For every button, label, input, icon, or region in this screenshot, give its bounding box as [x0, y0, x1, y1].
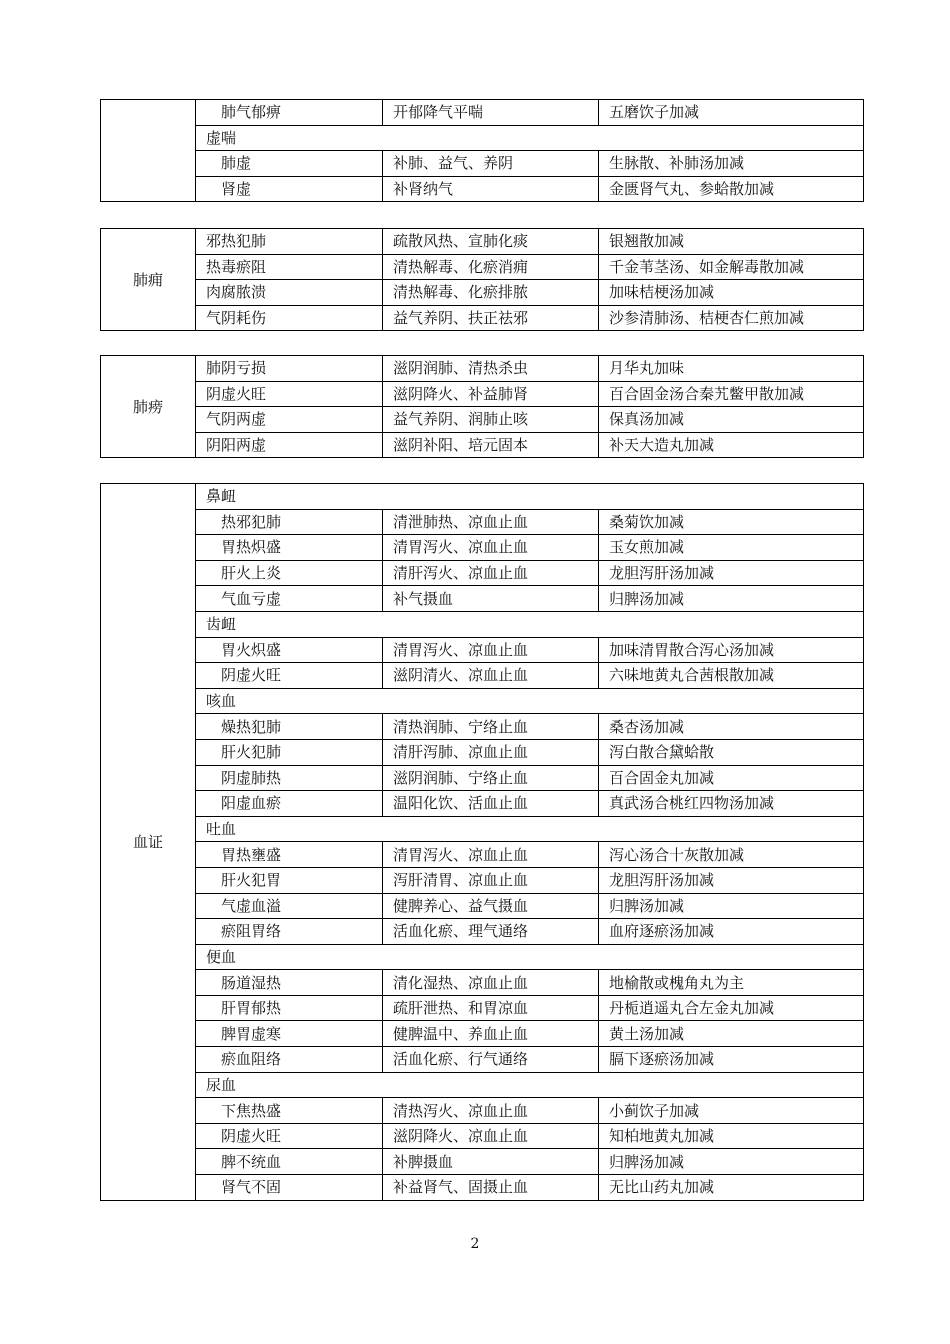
treatment-method-cell: 益气养阴、扶正祛邪	[383, 305, 599, 331]
syndrome-pattern-cell: 阴虚火旺	[196, 1123, 383, 1149]
formula-cell: 龙胆泻肝汤加减	[599, 867, 864, 893]
syndrome-pattern-cell: 阴虚火旺	[196, 663, 383, 689]
syndrome-pattern-cell: 肝火犯肺	[196, 739, 383, 765]
table-row	[101, 867, 864, 893]
syndrome-pattern-cell: 气阴两虚	[196, 407, 383, 433]
table-row	[101, 663, 864, 689]
table-row	[101, 100, 864, 126]
table-row	[101, 791, 864, 817]
table-row	[101, 1021, 864, 1047]
table-row	[101, 893, 864, 919]
subcategory-header: 咳血	[196, 688, 864, 714]
formula-cell: 归脾汤加减	[599, 1149, 864, 1175]
formula-cell: 桑杏汤加减	[599, 714, 864, 740]
syndrome-pattern-cell: 肉腐脓溃	[196, 280, 383, 306]
formula-cell: 六味地黄丸合茜根散加减	[599, 663, 864, 689]
treatment-method-cell: 清泄肺热、凉血止血	[383, 509, 599, 535]
syndrome-pattern-cell: 瘀阻胃络	[196, 919, 383, 945]
treatment-method-cell: 清化湿热、凉血止血	[383, 970, 599, 996]
table-row	[101, 432, 864, 458]
treatment-method-cell: 补脾摄血	[383, 1149, 599, 1175]
formula-cell: 黄土汤加减	[599, 1021, 864, 1047]
syndrome-pattern-cell: 胃热壅盛	[196, 842, 383, 868]
table-row	[101, 280, 864, 306]
treatment-method-cell: 清肝泻肺、凉血止血	[383, 739, 599, 765]
table-row	[101, 484, 864, 510]
treatment-method-cell: 清胃泻火、凉血止血	[383, 637, 599, 663]
table-row	[101, 842, 864, 868]
table-row	[101, 381, 864, 407]
subcategory-header: 便血	[196, 944, 864, 970]
formula-cell: 归脾汤加减	[599, 586, 864, 612]
syndrome-pattern-cell: 胃热炽盛	[196, 535, 383, 561]
table-row	[101, 305, 864, 331]
syndrome-pattern-cell: 脾胃虚寒	[196, 1021, 383, 1047]
table-row	[101, 509, 864, 535]
syndrome-pattern-cell: 阴阳两虚	[196, 432, 383, 458]
formula-cell: 保真汤加减	[599, 407, 864, 433]
table-row	[101, 407, 864, 433]
table-row	[101, 1098, 864, 1124]
syndrome-pattern-cell: 胃火炽盛	[196, 637, 383, 663]
syndrome-pattern-cell: 气阴耗伤	[196, 305, 383, 331]
subcategory-header: 虚喘	[196, 125, 864, 151]
table-row	[101, 535, 864, 561]
table-row	[101, 560, 864, 586]
subcategory-header: 齿衄	[196, 611, 864, 637]
table-row	[101, 765, 864, 791]
syndrome-pattern-cell: 肾气不固	[196, 1175, 383, 1201]
formula-cell: 五磨饮子加减	[599, 100, 864, 126]
treatment-method-cell: 活血化瘀、理气通络	[383, 919, 599, 945]
formula-cell: 百合固金丸加减	[599, 765, 864, 791]
formula-cell: 无比山药丸加减	[599, 1175, 864, 1201]
table-row	[101, 151, 864, 177]
treatment-method-cell: 活血化瘀、行气通络	[383, 1047, 599, 1073]
treatment-method-cell: 滋阴润肺、清热杀虫	[383, 356, 599, 382]
subcategory-header: 鼻衄	[196, 484, 864, 510]
treatment-method-cell: 温阳化饮、活血止血	[383, 791, 599, 817]
syndrome-pattern-cell: 阳虚血瘀	[196, 791, 383, 817]
treatment-method-cell: 滋阴润肺、宁络止血	[383, 765, 599, 791]
table-row	[101, 970, 864, 996]
formula-cell: 百合固金汤合秦艽鳖甲散加减	[599, 381, 864, 407]
treatment-method-cell: 补肾纳气	[383, 176, 599, 202]
treatment-method-cell: 清热解毒、化瘀消痈	[383, 254, 599, 280]
treatment-method-cell: 滋阴降火、补益肺肾	[383, 381, 599, 407]
syndrome-pattern-cell: 气血亏虚	[196, 586, 383, 612]
syndrome-pattern-cell: 肺气郁痹	[196, 100, 383, 126]
table-row	[101, 356, 864, 382]
table-row	[101, 1072, 864, 1098]
formula-cell: 生脉散、补肺汤加减	[599, 151, 864, 177]
formula-cell: 桑菊饮加减	[599, 509, 864, 535]
treatment-method-cell: 滋阴补阳、培元固本	[383, 432, 599, 458]
treatment-table	[100, 483, 864, 1201]
formula-cell: 千金苇茎汤、如金解毒散加减	[599, 254, 864, 280]
syndrome-pattern-cell: 肺阴亏损	[196, 356, 383, 382]
table-row	[101, 176, 864, 202]
treatment-method-cell: 泻肝清胃、凉血止血	[383, 867, 599, 893]
formula-cell: 知柏地黄丸加减	[599, 1123, 864, 1149]
treatment-method-cell: 清热解毒、化瘀排脓	[383, 280, 599, 306]
table-row	[101, 739, 864, 765]
formula-cell: 加味清胃散合泻心汤加减	[599, 637, 864, 663]
treatment-method-cell: 清胃泻火、凉血止血	[383, 535, 599, 561]
syndrome-pattern-cell: 热毒瘀阻	[196, 254, 383, 280]
syndrome-pattern-cell: 肠道湿热	[196, 970, 383, 996]
treatment-method-cell: 清热润肺、宁络止血	[383, 714, 599, 740]
treatment-method-cell: 疏散风热、宣肺化痰	[383, 229, 599, 255]
syndrome-pattern-cell: 阴虚肺热	[196, 765, 383, 791]
formula-cell: 血府逐瘀汤加减	[599, 919, 864, 945]
formula-cell: 龙胆泻肝汤加减	[599, 560, 864, 586]
syndrome-pattern-cell: 邪热犯肺	[196, 229, 383, 255]
table-row	[101, 611, 864, 637]
disease-name-cell: 肺痨	[101, 356, 196, 458]
table-row	[101, 995, 864, 1021]
treatment-method-cell: 清热泻火、凉血止血	[383, 1098, 599, 1124]
disease-name-cell	[101, 100, 196, 202]
table-row	[101, 1047, 864, 1073]
formula-cell: 银翘散加减	[599, 229, 864, 255]
formula-cell: 补天大造丸加减	[599, 432, 864, 458]
syndrome-pattern-cell: 肾虚	[196, 176, 383, 202]
formula-cell: 月华丸加味	[599, 356, 864, 382]
disease-name-cell: 肺痈	[101, 229, 196, 331]
table-row	[101, 637, 864, 663]
syndrome-pattern-cell: 下焦热盛	[196, 1098, 383, 1124]
treatment-method-cell: 清胃泻火、凉血止血	[383, 842, 599, 868]
formula-cell: 泻心汤合十灰散加减	[599, 842, 864, 868]
page-number: 2	[470, 1236, 480, 1252]
syndrome-pattern-cell: 肝胃郁热	[196, 995, 383, 1021]
formula-cell: 玉女煎加减	[599, 535, 864, 561]
syndrome-pattern-cell: 热邪犯肺	[196, 509, 383, 535]
table-row	[101, 254, 864, 280]
treatment-method-cell: 健脾养心、益气摄血	[383, 893, 599, 919]
table-row	[101, 1123, 864, 1149]
table-row	[101, 1149, 864, 1175]
table-row	[101, 688, 864, 714]
treatment-table	[100, 228, 864, 331]
treatment-method-cell: 开郁降气平喘	[383, 100, 599, 126]
treatment-method-cell: 健脾温中、养血止血	[383, 1021, 599, 1047]
formula-cell: 真武汤合桃红四物汤加减	[599, 791, 864, 817]
formula-cell: 金匮肾气丸、参蛤散加减	[599, 176, 864, 202]
formula-cell: 膈下逐瘀汤加减	[599, 1047, 864, 1073]
treatment-method-cell: 益气养阴、润肺止咳	[383, 407, 599, 433]
syndrome-pattern-cell: 肝火犯胃	[196, 867, 383, 893]
table-row	[101, 586, 864, 612]
subcategory-header: 吐血	[196, 816, 864, 842]
table-row	[101, 816, 864, 842]
formula-cell: 泻白散合黛蛤散	[599, 739, 864, 765]
syndrome-pattern-cell: 脾不统血	[196, 1149, 383, 1175]
formula-cell: 地榆散或槐角丸为主	[599, 970, 864, 996]
subcategory-header: 尿血	[196, 1072, 864, 1098]
treatment-method-cell: 疏肝泄热、和胃凉血	[383, 995, 599, 1021]
formula-cell: 沙参清肺汤、桔梗杏仁煎加减	[599, 305, 864, 331]
table-row	[101, 714, 864, 740]
formula-cell: 丹栀逍遥丸合左金丸加减	[599, 995, 864, 1021]
formula-cell: 小蓟饮子加减	[599, 1098, 864, 1124]
treatment-table	[100, 355, 864, 458]
treatment-method-cell: 滋阴清火、凉血止血	[383, 663, 599, 689]
treatment-method-cell: 补肺、益气、养阴	[383, 151, 599, 177]
formula-cell: 加味桔梗汤加减	[599, 280, 864, 306]
treatment-method-cell: 补气摄血	[383, 586, 599, 612]
syndrome-pattern-cell: 肺虚	[196, 151, 383, 177]
syndrome-pattern-cell: 瘀血阻络	[196, 1047, 383, 1073]
table-row	[101, 229, 864, 255]
table-row	[101, 1175, 864, 1201]
treatment-table	[100, 99, 864, 202]
table-row	[101, 125, 864, 151]
table-row	[101, 944, 864, 970]
disease-name-cell: 血证	[101, 484, 196, 1201]
treatment-method-cell: 补益肾气、固摄止血	[383, 1175, 599, 1201]
formula-cell: 归脾汤加减	[599, 893, 864, 919]
table-row	[101, 919, 864, 945]
treatment-method-cell: 清肝泻火、凉血止血	[383, 560, 599, 586]
treatment-method-cell: 滋阴降火、凉血止血	[383, 1123, 599, 1149]
syndrome-pattern-cell: 肝火上炎	[196, 560, 383, 586]
syndrome-pattern-cell: 阴虚火旺	[196, 381, 383, 407]
syndrome-pattern-cell: 燥热犯肺	[196, 714, 383, 740]
syndrome-pattern-cell: 气虚血溢	[196, 893, 383, 919]
